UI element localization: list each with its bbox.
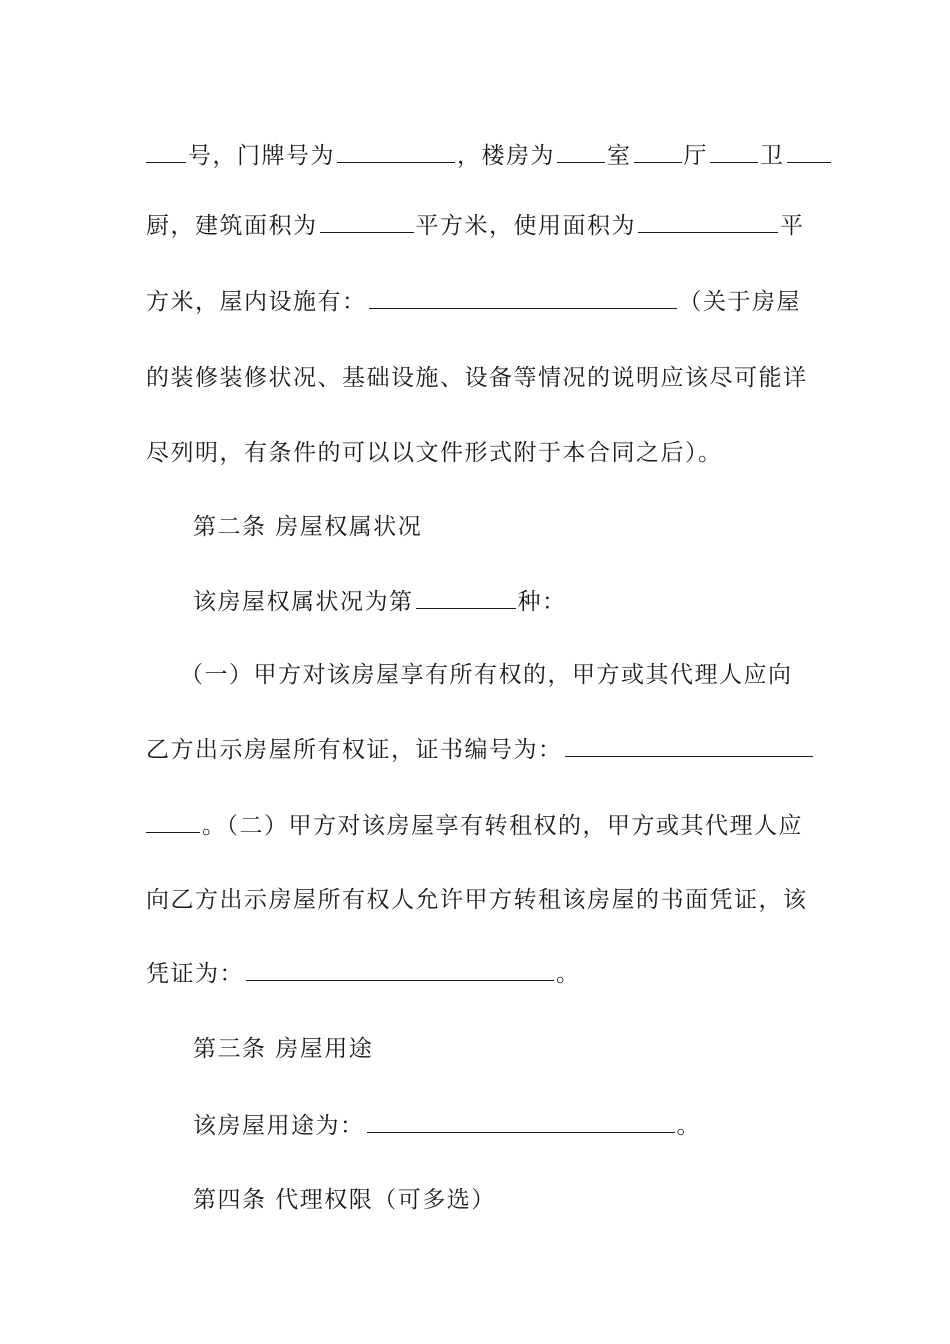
blank-field (246, 958, 554, 981)
text-span: 号，门牌号为 (188, 143, 335, 169)
text-span: 平方米，使用面积为 (415, 213, 636, 239)
text-span: 厨，建筑面积为 (146, 213, 318, 239)
text-line-3 (146, 286, 806, 318)
blank-field (320, 210, 414, 233)
blank-field (634, 140, 682, 163)
text-span: 室 (607, 143, 632, 169)
blank-field (146, 810, 200, 833)
text-span: 卫 (760, 143, 785, 169)
text-line-4: 的装修装修状况、基础设施、设备等情况的说明应该尽可能详 (146, 365, 808, 391)
text-span: 。（二）甲方对该房屋享有转租权的，甲方或其代理人应 (202, 813, 803, 839)
text-line-5: 尽列明，有条件的可以以文件形式附于本合同之后）。 (146, 440, 723, 466)
blank-field (557, 140, 605, 163)
article-2-line-1 (193, 586, 806, 618)
blank-field (337, 140, 455, 163)
blank-field (146, 140, 186, 163)
blank-field (638, 210, 778, 233)
article-3-line-1 (193, 1110, 806, 1142)
blank-field (416, 586, 516, 609)
text-line-1 (146, 140, 806, 172)
text-span: 种： (517, 589, 567, 615)
text-span: 平 (780, 213, 805, 239)
text-span: 。 (676, 1113, 701, 1139)
article-2-title: 第二条 房屋权属状况 (193, 514, 423, 540)
text-span: 厅 (683, 143, 708, 169)
text-span: （关于房屋 (678, 289, 801, 315)
article-4-title: 第四条 代理权限（可多选） (193, 1187, 496, 1213)
article-2-line-6 (146, 958, 806, 990)
article-2-line-3 (146, 734, 806, 766)
text-span: 凭证为： (146, 961, 244, 987)
text-line-2 (146, 210, 806, 242)
text-span: 该房屋用途为： (193, 1113, 365, 1139)
blank-field (710, 140, 758, 163)
text-span: 方米，屋内设施有： (146, 289, 367, 315)
blank-field (565, 734, 813, 757)
article-2-line-5: 向乙方出示房屋所有权人允许甲方转租该房屋的书面凭证，该 (146, 887, 808, 913)
text-span: ，楼房为 (457, 143, 555, 169)
blank-field (367, 1110, 675, 1133)
article-2-line-4 (146, 810, 806, 842)
text-span: 乙方出示房屋所有权证，证书编号为： (146, 737, 563, 763)
blank-field (787, 140, 831, 163)
article-2-line-2: （一）甲方对该房屋享有所有权的，甲方或其代理人应向 (180, 662, 793, 688)
article-3-title: 第三条 房屋用途 (193, 1036, 374, 1062)
text-span: 该房屋权属状况为第 (193, 589, 414, 615)
text-span: 。 (556, 961, 581, 987)
blank-field (369, 286, 677, 309)
